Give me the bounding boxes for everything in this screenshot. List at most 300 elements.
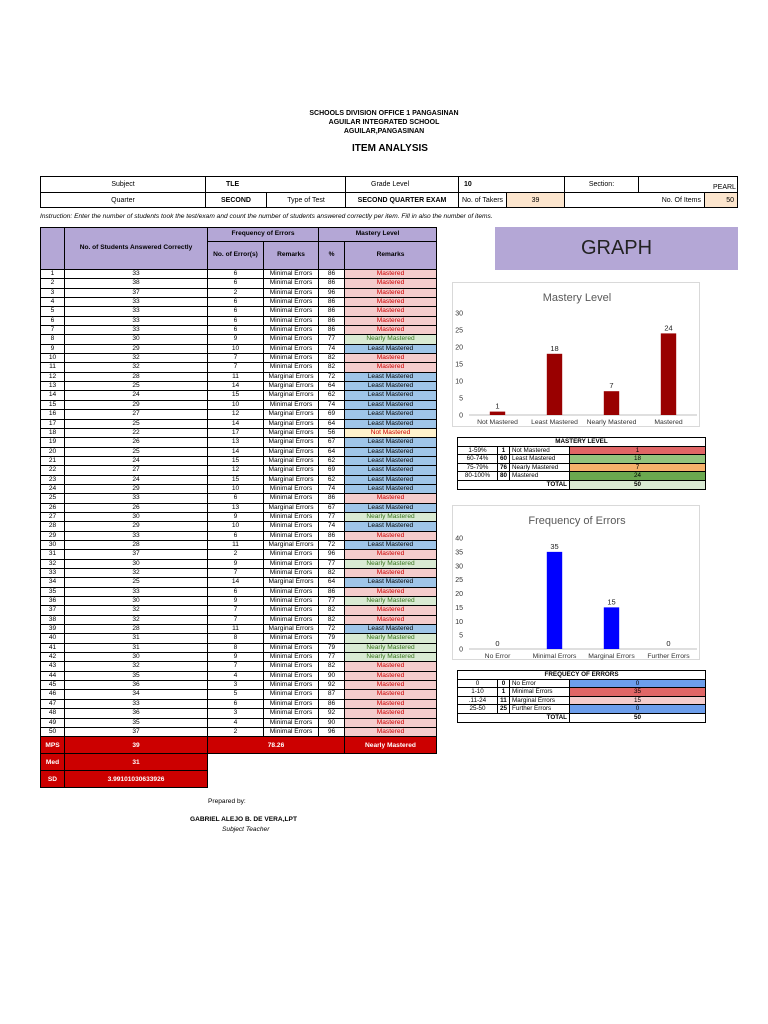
y-tick-label: 20	[455, 591, 463, 598]
table-row	[41, 597, 437, 606]
range: 60-74%	[458, 455, 498, 464]
error-count: 6	[208, 587, 264, 596]
students-correct[interactable]: 29	[65, 522, 208, 531]
table-row	[41, 653, 437, 662]
school-address: AGUILAR,PANGASINAN	[343, 128, 425, 135]
error-remark: Minimal Errors	[264, 512, 319, 521]
students-correct[interactable]: 32	[65, 569, 208, 578]
error-count: 13	[208, 503, 264, 512]
students-correct[interactable]: 32	[65, 363, 208, 372]
students-correct[interactable]: 37	[65, 550, 208, 559]
mastery-remark: Least Mastered	[345, 344, 437, 353]
table-row	[41, 578, 437, 587]
table-row	[41, 503, 437, 512]
mastery-remark: Nearly Mastered	[345, 597, 437, 606]
table-row	[41, 419, 437, 428]
item-number: 13	[41, 382, 65, 391]
mastery-remark: Mastered	[345, 550, 437, 559]
item-number: 43	[41, 662, 65, 671]
table-row	[41, 326, 437, 335]
students-correct[interactable]: 35	[65, 718, 208, 727]
percent: 72	[319, 540, 345, 549]
table-row	[41, 400, 437, 409]
error-count: 10	[208, 522, 264, 531]
percent: 69	[319, 466, 345, 475]
mastery-remark: Least Mastered	[345, 540, 437, 549]
percent: 82	[319, 662, 345, 671]
students-correct[interactable]: 32	[65, 662, 208, 671]
percent: 64	[319, 382, 345, 391]
error-remark: Minimal Errors	[264, 727, 319, 736]
students-correct[interactable]: 25	[65, 578, 208, 587]
percent: 96	[319, 727, 345, 736]
error-remark: Marginal Errors	[264, 625, 319, 634]
table-row	[41, 316, 437, 325]
threshold: 60	[498, 455, 510, 464]
mastery-remark: Nearly Mastered	[345, 512, 437, 521]
level-count: 15	[570, 696, 706, 705]
mastery-remark: Mastered	[345, 615, 437, 624]
mps-label: MPS	[41, 737, 65, 754]
error-count: 6	[208, 270, 264, 279]
students-correct[interactable]: 33	[65, 494, 208, 503]
level-label: Further Errors	[510, 705, 570, 714]
level-label: Marginal Errors	[510, 696, 570, 705]
students-correct[interactable]: 29	[65, 400, 208, 409]
error-remark: Marginal Errors	[264, 382, 319, 391]
mastery-remark: Least Mastered	[345, 475, 437, 484]
data-label: 1	[495, 401, 500, 411]
error-count: 11	[208, 540, 264, 549]
error-remark: Marginal Errors	[264, 428, 319, 437]
error-count: 6	[208, 279, 264, 288]
col-frequency-errors: Frequency of Errors	[208, 228, 319, 242]
mastery-total: 50	[570, 480, 706, 489]
students-correct[interactable]: 32	[65, 606, 208, 615]
mastery-remark: Mastered	[345, 307, 437, 316]
med-label: Med	[41, 754, 65, 771]
list-item	[458, 705, 706, 714]
students-correct[interactable]: 28	[65, 625, 208, 634]
error-count: 15	[208, 456, 264, 465]
level-label: Not Mastered	[510, 446, 570, 455]
students-correct[interactable]: 25	[65, 419, 208, 428]
med-value: 31	[65, 754, 208, 771]
list-item	[458, 446, 706, 455]
students-correct[interactable]: 35	[65, 671, 208, 680]
item-number: 39	[41, 625, 65, 634]
section-value[interactable]: PEARL	[713, 184, 736, 191]
error-remark: Minimal Errors	[264, 681, 319, 690]
list-item	[458, 696, 706, 705]
bar	[604, 607, 619, 649]
y-tick-label: 30	[455, 563, 463, 571]
subject-label: Subject	[41, 177, 206, 192]
error-remark: Marginal Errors	[264, 540, 319, 549]
percent: 86	[319, 699, 345, 708]
percent: 69	[319, 410, 345, 419]
section-label: Section:	[565, 177, 639, 192]
error-remark: Minimal Errors	[264, 587, 319, 596]
level-count: 0	[570, 705, 706, 714]
data-label: 24	[664, 323, 673, 333]
mastery-remark: Least Mastered	[345, 400, 437, 409]
error-count: 7	[208, 662, 264, 671]
y-tick-label: 15	[455, 361, 463, 369]
errors-total: 50	[570, 713, 706, 722]
table-row	[41, 512, 437, 521]
mastery-remark: Nearly Mastered	[345, 559, 437, 568]
items-value[interactable]: 50	[705, 193, 737, 207]
item-number: 45	[41, 681, 65, 690]
error-count: 2	[208, 727, 264, 736]
error-remark: Minimal Errors	[264, 699, 319, 708]
students-correct[interactable]: 32	[65, 615, 208, 624]
mastery-remark: Least Mastered	[345, 447, 437, 456]
table-row	[41, 391, 437, 400]
item-number: 23	[41, 475, 65, 484]
table-row	[41, 354, 437, 363]
students-correct[interactable]: 33	[65, 699, 208, 708]
table-row	[41, 494, 437, 503]
students-correct[interactable]: 22	[65, 428, 208, 437]
mastery-remark: Mastered	[345, 671, 437, 680]
level-count: 18	[570, 455, 706, 464]
range: 0	[458, 679, 498, 688]
students-correct[interactable]: 31	[65, 643, 208, 652]
error-count: 14	[208, 578, 264, 587]
students-correct[interactable]: 34	[65, 690, 208, 699]
type-value[interactable]: SECOND QUARTER EXAM	[346, 193, 459, 207]
error-remark: Minimal Errors	[264, 307, 319, 316]
students-correct[interactable]: 30	[65, 512, 208, 521]
error-count: 14	[208, 419, 264, 428]
item-number: 25	[41, 494, 65, 503]
table-row	[41, 307, 437, 316]
data-label: 35	[550, 541, 559, 551]
item-number: 7	[41, 326, 65, 335]
students-correct[interactable]: 33	[65, 316, 208, 325]
threshold: 1	[498, 688, 510, 697]
chart-title: Mastery Level	[542, 292, 612, 304]
errors-table-title: FREQUECY OF ERRORS	[458, 671, 706, 680]
percent: 79	[319, 643, 345, 652]
error-remark: Minimal Errors	[264, 709, 319, 718]
item-number: 31	[41, 550, 65, 559]
students-correct[interactable]: 36	[65, 709, 208, 718]
chart-title: Frequency of Errors	[528, 515, 626, 527]
item-number: 35	[41, 587, 65, 596]
col-mastery-level: Mastery Level	[319, 228, 437, 242]
mastery-remark: Least Mastered	[345, 456, 437, 465]
page-title: ITEM ANALYSIS	[352, 143, 428, 154]
instruction-text: Instruction: Enter the number of students took the test/exam and count the number of students answered correctly per item. Fill in also the number of items.	[40, 213, 493, 220]
col-item	[41, 228, 65, 270]
error-remark: Minimal Errors	[264, 354, 319, 363]
table-row	[41, 484, 437, 493]
students-correct[interactable]: 25	[65, 382, 208, 391]
percent: 62	[319, 456, 345, 465]
category-label: Not Mastered	[477, 419, 518, 426]
frequency-errors-table	[457, 670, 706, 723]
students-correct[interactable]: 25	[65, 447, 208, 456]
category-label: Further Errors	[647, 653, 690, 660]
students-correct[interactable]: 30	[65, 335, 208, 344]
range: .11-24	[458, 696, 498, 705]
bar	[661, 333, 676, 415]
students-correct[interactable]: 24	[65, 475, 208, 484]
error-count: 14	[208, 382, 264, 391]
mastery-level-table	[457, 437, 706, 490]
data-label: 0	[495, 639, 500, 648]
bar	[547, 354, 562, 415]
students-correct[interactable]: 36	[65, 681, 208, 690]
percent: 86	[319, 316, 345, 325]
y-tick-label: 10	[455, 618, 463, 626]
error-remark: Minimal Errors	[264, 494, 319, 503]
list-item	[458, 455, 706, 464]
mastery-remark: Least Mastered	[345, 372, 437, 381]
table-row	[41, 559, 437, 568]
students-correct[interactable]: 24	[65, 391, 208, 400]
error-remark: Minimal Errors	[264, 316, 319, 325]
error-count: 15	[208, 475, 264, 484]
percent: 86	[319, 270, 345, 279]
category-label: Least Mastered	[531, 419, 578, 426]
prepared-by-label: Prepared by:	[208, 798, 246, 805]
error-remark: Minimal Errors	[264, 606, 319, 615]
table-row	[41, 270, 437, 279]
percent: 92	[319, 709, 345, 718]
students-correct[interactable]: 28	[65, 540, 208, 549]
percent: 77	[319, 512, 345, 521]
summary-table	[40, 736, 437, 788]
threshold: 11	[498, 696, 510, 705]
students-correct[interactable]: 33	[65, 531, 208, 540]
table-row	[41, 466, 437, 475]
table-row	[41, 625, 437, 634]
table-row	[41, 569, 437, 578]
error-count: 17	[208, 428, 264, 437]
col-remarks-mastery: Remarks	[345, 242, 437, 270]
error-count: 2	[208, 288, 264, 297]
y-tick-label: 30	[455, 310, 463, 318]
type-label: Type of Test	[267, 193, 346, 207]
students-correct[interactable]: 33	[65, 270, 208, 279]
table-row	[41, 671, 437, 680]
item-number: 29	[41, 531, 65, 540]
item-number: 15	[41, 400, 65, 409]
table-row	[41, 709, 437, 718]
error-remark: Minimal Errors	[264, 559, 319, 568]
y-tick-label: 40	[455, 535, 463, 543]
students-correct[interactable]: 33	[65, 298, 208, 307]
table-row	[41, 662, 437, 671]
error-remark: Marginal Errors	[264, 410, 319, 419]
item-number: 12	[41, 372, 65, 381]
y-tick-label: 15	[455, 604, 463, 612]
item-number: 19	[41, 438, 65, 447]
info-table	[40, 176, 738, 208]
percent: 62	[319, 391, 345, 400]
mps-value: 39	[65, 737, 208, 754]
error-count: 12	[208, 466, 264, 475]
mastery-remark: Least Mastered	[345, 503, 437, 512]
item-number: 21	[41, 456, 65, 465]
error-count: 6	[208, 531, 264, 540]
item-number: 14	[41, 391, 65, 400]
sd-value: 3.99101030633926	[65, 771, 208, 788]
students-correct[interactable]: 33	[65, 307, 208, 316]
error-count: 6	[208, 699, 264, 708]
error-remark: Marginal Errors	[264, 456, 319, 465]
table-row	[41, 363, 437, 372]
item-number: 1	[41, 270, 65, 279]
school-division: SCHOOLS DIVISION OFFICE 1 PANGASINAN	[309, 110, 459, 117]
students-correct[interactable]: 28	[65, 372, 208, 381]
mastery-remark: Mastered	[345, 326, 437, 335]
y-tick-label: 0	[459, 412, 463, 420]
table-row	[41, 634, 437, 643]
y-tick-label: 10	[455, 378, 463, 386]
level-count: 35	[570, 688, 706, 697]
students-correct[interactable]: 29	[65, 344, 208, 353]
error-count: 3	[208, 709, 264, 718]
students-correct[interactable]: 32	[65, 354, 208, 363]
percent: 67	[319, 438, 345, 447]
students-correct[interactable]: 33	[65, 326, 208, 335]
students-correct[interactable]: 33	[65, 587, 208, 596]
error-count: 6	[208, 316, 264, 325]
item-number: 38	[41, 615, 65, 624]
mastery-remark: Mastered	[345, 569, 437, 578]
mastery-remark: Mastered	[345, 288, 437, 297]
percent: 56	[319, 428, 345, 437]
percent: 67	[319, 503, 345, 512]
mastery-table-title: MASTERY LEVEL	[458, 438, 706, 447]
percent: 92	[319, 681, 345, 690]
error-count: 6	[208, 326, 264, 335]
item-number: 28	[41, 522, 65, 531]
students-correct[interactable]: 26	[65, 438, 208, 447]
percent: 79	[319, 634, 345, 643]
table-row	[41, 615, 437, 624]
students-correct[interactable]: 30	[65, 559, 208, 568]
mastery-remark: Mastered	[345, 699, 437, 708]
category-label: Mastered	[654, 419, 683, 426]
mastery-remark: Least Mastered	[345, 466, 437, 475]
students-correct[interactable]: 31	[65, 634, 208, 643]
error-remark: Minimal Errors	[264, 643, 319, 652]
y-tick-label: 5	[459, 632, 463, 640]
table-row	[41, 699, 437, 708]
students-correct[interactable]: 26	[65, 503, 208, 512]
item-number: 37	[41, 606, 65, 615]
mastery-remark: Mastered	[345, 690, 437, 699]
item-number: 8	[41, 335, 65, 344]
students-correct[interactable]: 37	[65, 727, 208, 736]
y-tick-label: 5	[459, 395, 463, 403]
data-label: 15	[607, 597, 616, 607]
mastery-remark: Mastered	[345, 316, 437, 325]
percent: 86	[319, 531, 345, 540]
mastery-chart-svg	[453, 283, 701, 428]
students-correct[interactable]: 38	[65, 279, 208, 288]
percent: 96	[319, 288, 345, 297]
error-count: 11	[208, 372, 264, 381]
item-number: 2	[41, 279, 65, 288]
students-correct[interactable]: 30	[65, 597, 208, 606]
error-count: 9	[208, 653, 264, 662]
mastery-remark: Least Mastered	[345, 438, 437, 447]
takers-value[interactable]: 39	[507, 193, 565, 207]
students-correct[interactable]: 30	[65, 653, 208, 662]
subject-value[interactable]: TLE	[206, 177, 346, 192]
error-count: 11	[208, 625, 264, 634]
grade-value[interactable]: 10	[459, 177, 565, 192]
students-correct[interactable]: 37	[65, 288, 208, 297]
error-count: 7	[208, 363, 264, 372]
percent: 86	[319, 307, 345, 316]
item-number: 17	[41, 419, 65, 428]
list-item	[458, 679, 706, 688]
table-row	[41, 475, 437, 484]
table-row	[41, 690, 437, 699]
error-count: 10	[208, 344, 264, 353]
error-count: 8	[208, 643, 264, 652]
mastery-remark: Least Mastered	[345, 382, 437, 391]
percent: 64	[319, 419, 345, 428]
level-count: 1	[570, 446, 706, 455]
error-count: 7	[208, 569, 264, 578]
students-correct[interactable]: 29	[65, 484, 208, 493]
mastery-remark: Least Mastered	[345, 625, 437, 634]
table-row	[41, 438, 437, 447]
error-remark: Minimal Errors	[264, 270, 319, 279]
table-row	[41, 288, 437, 297]
table-row	[41, 681, 437, 690]
item-number: 27	[41, 512, 65, 521]
grade-label: Grade Level	[346, 177, 459, 192]
students-correct[interactable]: 27	[65, 466, 208, 475]
mastery-remark: Mastered	[345, 606, 437, 615]
students-correct[interactable]: 27	[65, 410, 208, 419]
mastery-total-label: TOTAL	[458, 480, 570, 489]
mastery-remark: Nearly Mastered	[345, 335, 437, 344]
level-count: 0	[570, 679, 706, 688]
category-label: Marginal Errors	[588, 653, 635, 660]
table-row	[41, 410, 437, 419]
list-item	[458, 472, 706, 481]
error-count: 9	[208, 335, 264, 344]
students-correct[interactable]: 24	[65, 456, 208, 465]
table-row	[41, 531, 437, 540]
error-count: 3	[208, 681, 264, 690]
table-row	[41, 279, 437, 288]
mastery-remark: Mastered	[345, 681, 437, 690]
error-remark: Minimal Errors	[264, 690, 319, 699]
col-percent: %	[319, 242, 345, 270]
sd-label: SD	[41, 771, 65, 788]
mps-percent: 78.26	[208, 737, 345, 754]
mastery-remark: Not Mastered	[345, 428, 437, 437]
table-row	[41, 382, 437, 391]
mastery-remark: Mastered	[345, 587, 437, 596]
error-count: 8	[208, 634, 264, 643]
table-row	[41, 456, 437, 465]
mastery-remark: Least Mastered	[345, 410, 437, 419]
quarter-value[interactable]: SECOND	[206, 193, 267, 207]
